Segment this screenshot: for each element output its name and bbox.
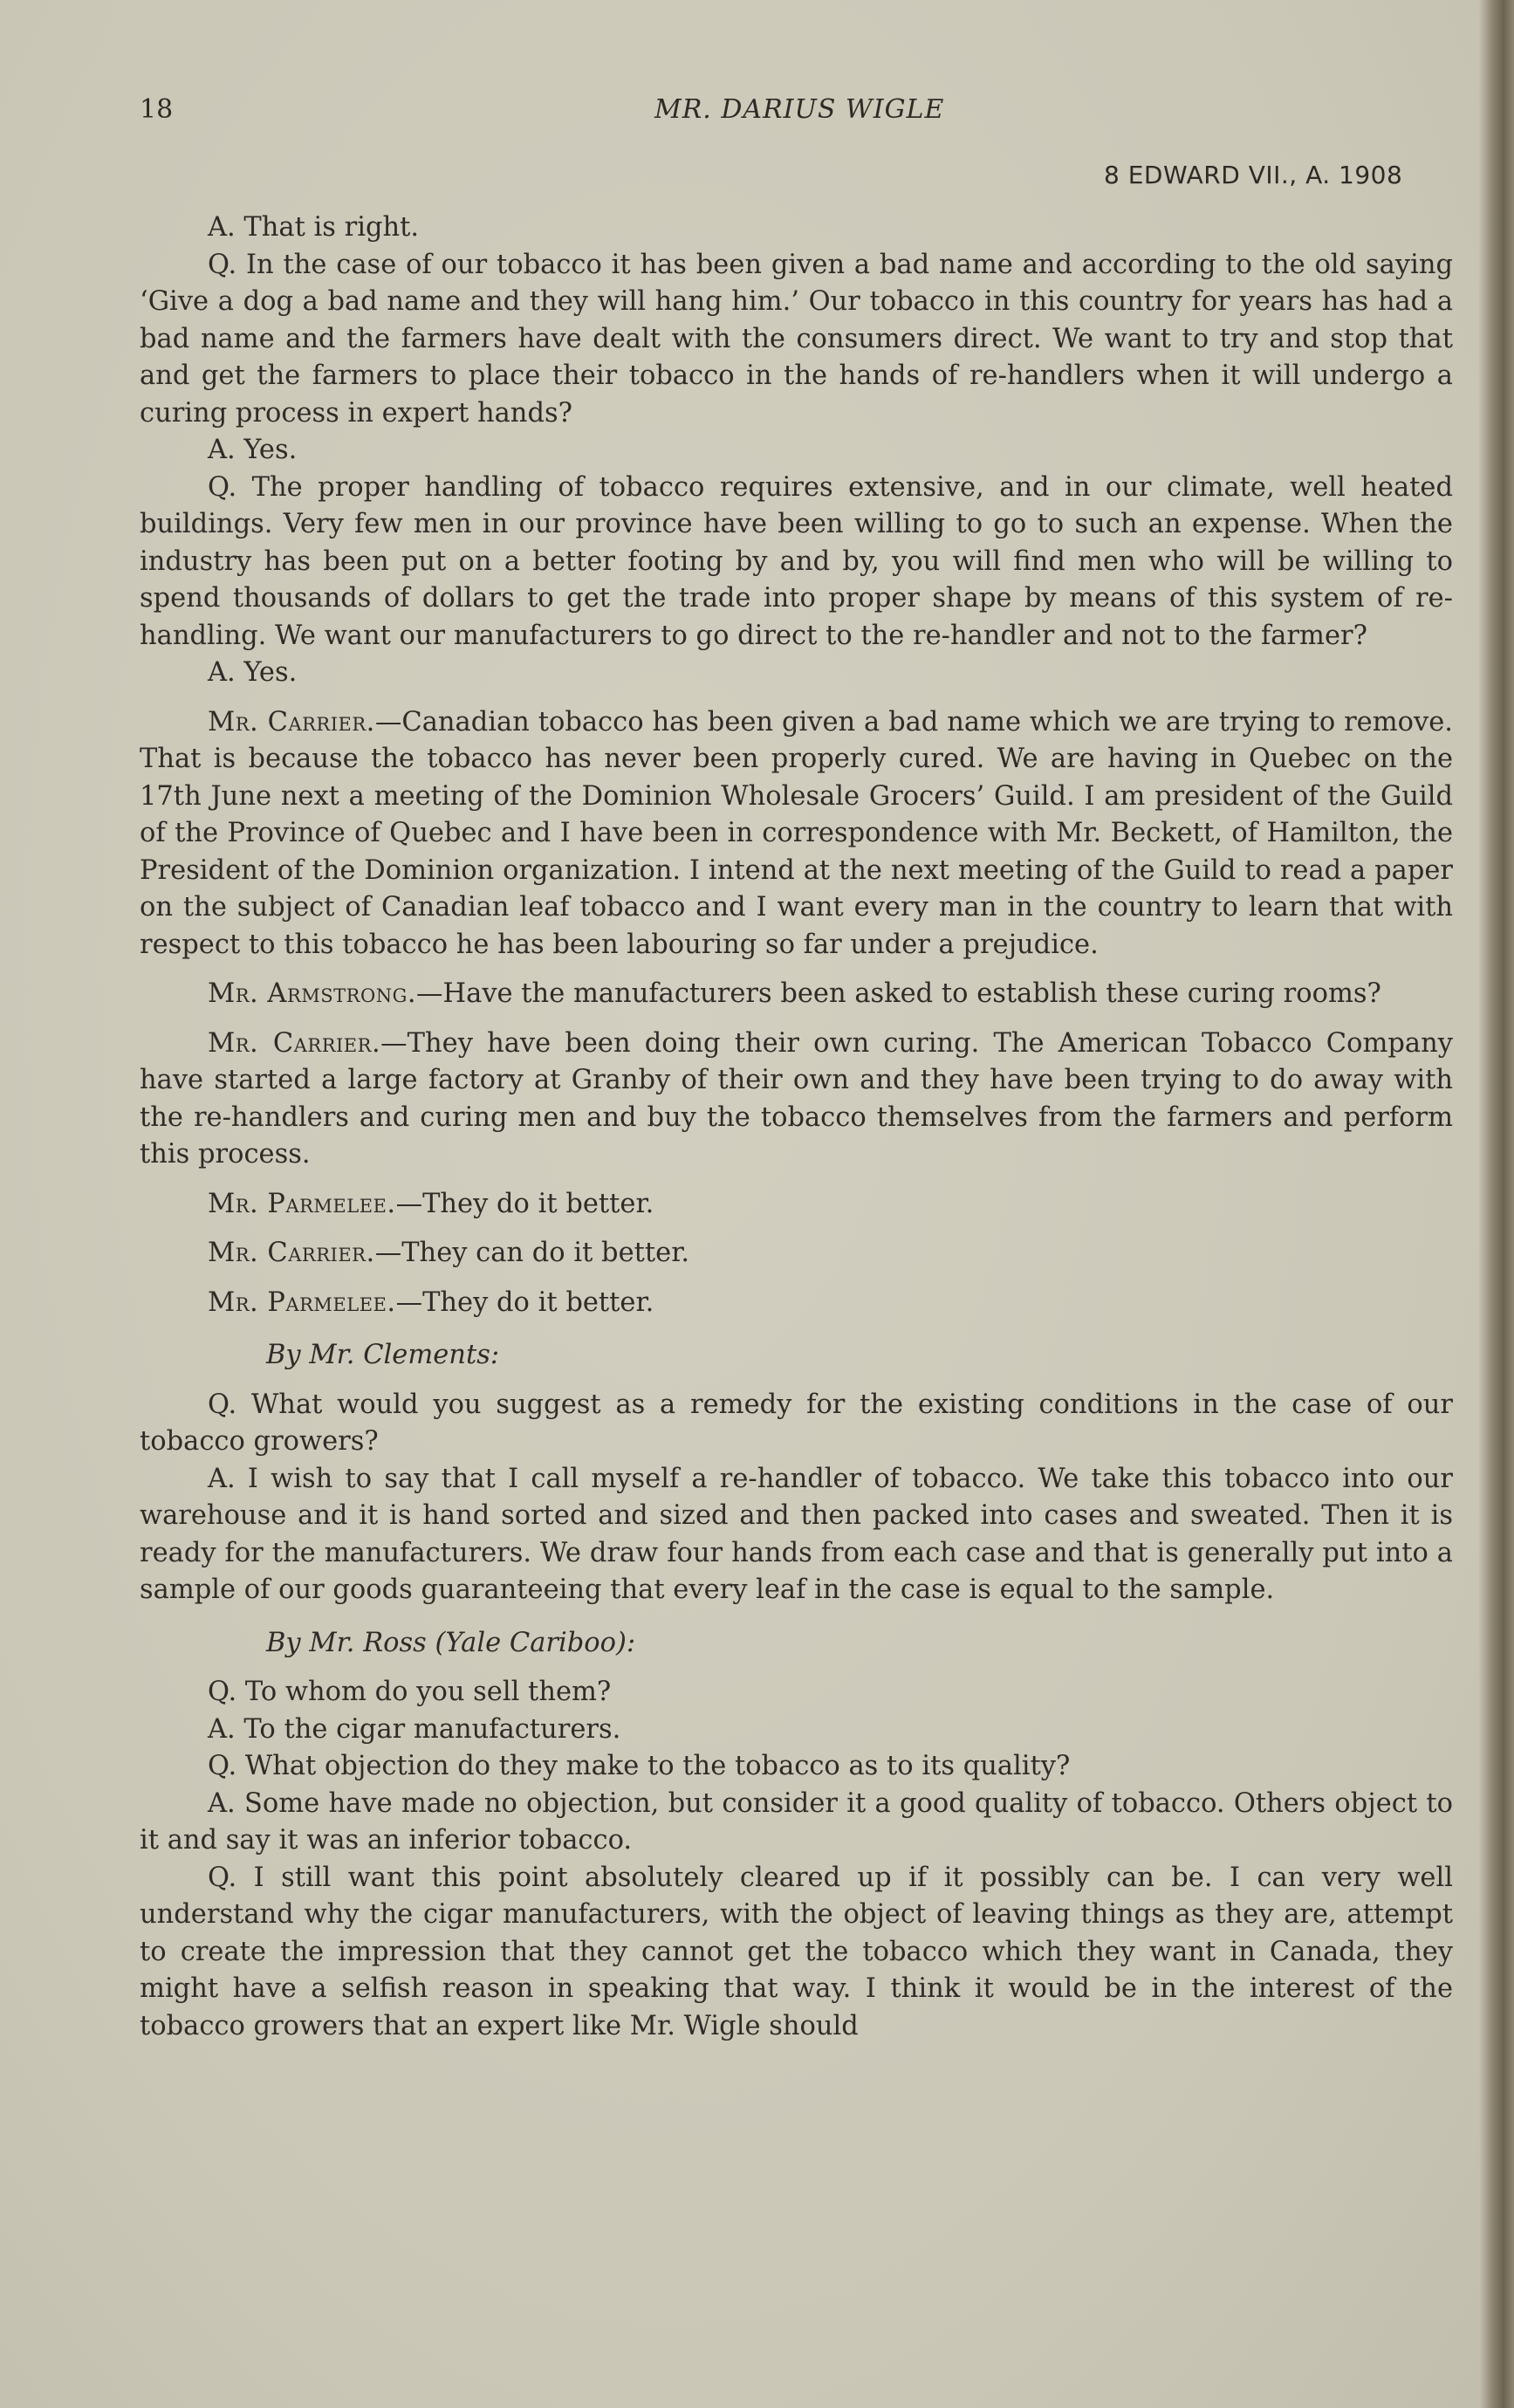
body-text — [140, 209, 1453, 2045]
paragraph: A. That is right. — [208, 212, 420, 243]
speaker-text: —They do it better. — [395, 1188, 654, 1219]
speaker-name: Mr. Armstrong. — [208, 978, 417, 1009]
paragraph: Q. The proper handling of tobacco requires extensive, and in our climate, well heated buildings. Very few men in our province have been willing to go to such an expense. When the industry has been put on a better footing by and by, you will find men who will be willing to spend thousands of dollars to get the trade into proper shape by means of this system of re-handling. We want our manufacturers to go direct to the re-handler and not to the farmer? — [140, 471, 1453, 651]
speaker-paragraph — [140, 1235, 1453, 1273]
paragraph: A. Some have made no objection, but consider it a good quality of tobacco. Others object to it and say it was an inferior tobacco. — [140, 1787, 1453, 1856]
paragraph: A. I wish to say that I call myself a re-handler of tobacco. We take this tobacco into our warehouse and it is hand sorted and sized and then packed into cases and sweated. Then it is ready for the manufacturers. We draw four hands from each case and that is generally put into a sample of our goods guaranteeing that every leaf in the case is equal to the sample. — [140, 1463, 1453, 1605]
speaker-paragraph — [140, 1026, 1453, 1174]
speaker-paragraph — [140, 976, 1453, 1013]
paragraph: Q. To whom do you sell them? — [208, 1677, 612, 1707]
paragraph: Q. I still want this point absolutely cleared up if it possibly can be. I can very well understand why the cigar manufacturers, with the object of leaving things as they are, attempt to create the impression that they cannot get the tobacco which they want in Canada, they might have a selfish reason in speaking that way. I think it would be in the interest of the tobacco growers that an expert like Mr. Wigle should — [140, 1862, 1453, 2041]
paragraph: Q. In the case of our tobacco it has been given a bad name and according to the old saying ‘Give a dog a bad name and they will hang him.’ Our tobacco in this country for years has had a bad name and the farmers have dealt with the consumers direct. We want to try and stop that and get the farmers to place their tobacco in the hands of re-handlers when it will undergo a curing process in expert hands? — [140, 249, 1453, 429]
speaker-text: —Have the manufacturers been asked to establish these curing rooms? — [416, 978, 1381, 1009]
paragraph: A. To the cigar manufacturers. — [208, 1713, 621, 1745]
page-header — [140, 94, 1453, 129]
speaker-name: Mr. Parmelee. — [208, 1286, 396, 1318]
speaker-text: —They have been doing their own curing. The American Tobacco Company have started a large factory at Granby of their own and they have been trying to do away with the re-handlers and curing men and buy the tobacco themselves from the farmers and perform this process. — [140, 1027, 1453, 1170]
session-reference: 8 EDWARD VII., A. 1908 — [1104, 161, 1403, 189]
page-number: 18 — [140, 94, 174, 125]
paragraph: Q. What would you suggest as a remedy for the existing conditions in the case of our tobacco growers? — [140, 1389, 1453, 1457]
speaker-paragraph — [140, 1186, 1453, 1224]
book-spine-edge — [1479, 0, 1514, 2408]
paragraph: A. Yes. — [208, 657, 298, 688]
running-title: MR. DARIUS WIGLE — [654, 94, 945, 125]
paragraph: A. Yes. — [208, 435, 298, 465]
speaker-name: Mr. Carrier. — [208, 1238, 375, 1268]
examiner-heading: By Mr. Ross (Yale Cariboo): — [266, 1627, 636, 1658]
speaker-text: —Canadian tobacco has been given a bad name which we are trying to remove. That is because the tobacco has never been properly cured. We are having in Quebec on the 17th June next a meeting of the Dominion Wholesale Grocers’ Guild. I am president of the Guild of the Province of Quebec and I have been in correspondence with Mr. Beckett, of Hamilton, the President of the Dominion organization. I intend at the next meeting of the Guild to read a paper on the subject of Canadian leaf tobacco and I want every man in the country to learn that with respect to this tobacco he has been labouring so far under a prejudice. — [140, 706, 1453, 960]
speaker-name: Mr. Carrier. — [208, 706, 375, 737]
speaker-paragraph — [140, 704, 1453, 964]
paragraph: Q. What objection do they make to the tobacco as to its quality? — [208, 1751, 1071, 1781]
speaker-paragraph — [140, 1285, 1453, 1322]
speaker-text: —They can do it better. — [374, 1238, 690, 1268]
speaker-name: Mr. Carrier. — [208, 1027, 381, 1059]
speaker-name: Mr. Parmelee. — [208, 1188, 396, 1219]
speaker-text: —They do it better. — [395, 1286, 654, 1318]
examiner-heading: By Mr. Clements: — [266, 1340, 500, 1370]
